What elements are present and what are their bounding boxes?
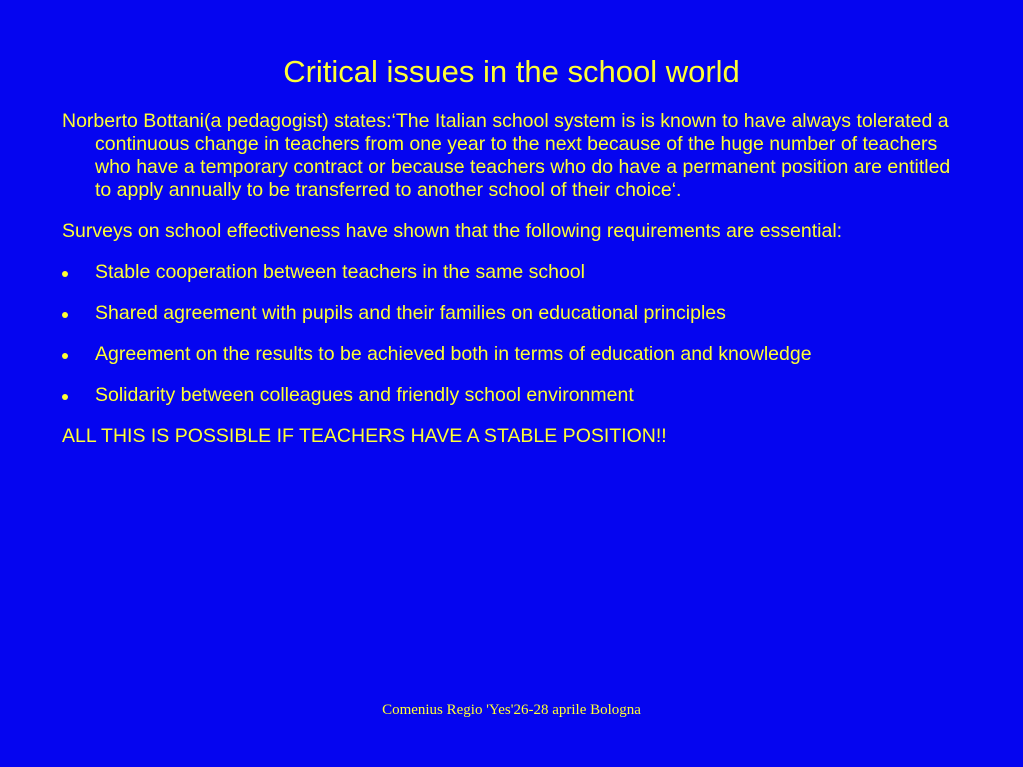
bullet-icon — [62, 394, 68, 400]
bullet-icon — [62, 271, 68, 277]
surveys-paragraph: Surveys on school effectiveness have shown that the following requirements are essential: — [62, 220, 843, 242]
list-item-text: Agreement on the results to be achieved both in terms of education and knowledge — [95, 343, 812, 365]
list-item-text: Stable cooperation between teachers in the same school — [95, 261, 585, 283]
list-item — [62, 343, 967, 366]
list-item — [62, 384, 967, 407]
list-item — [62, 261, 967, 284]
list-item-text: Shared agreement with pupils and their families on educational principles — [95, 302, 726, 324]
slide-body — [62, 110, 967, 448]
slide-footer: Comenius Regio 'Yes'26-28 aprile Bologna — [382, 702, 641, 718]
intro-paragraph: Norberto Bottani(a pedagogist) states:‘The Italian school system is is known to have always tolerated a continuous change in teachers from one year to the next because of the huge number of teachers who have a temporary contract or because teachers who do have a permanent position are entitled to apply annually to be transferred to another school of their choice‘. — [62, 110, 951, 201]
bullet-icon — [62, 353, 68, 359]
slide-title: Critical issues in the school world — [283, 54, 740, 89]
requirements-list — [62, 261, 967, 407]
list-item — [62, 302, 967, 325]
list-item-text: Solidarity between colleagues and friendly school environment — [95, 384, 634, 406]
bullet-icon — [62, 312, 68, 318]
closing-statement: ALL THIS IS POSSIBLE IF TEACHERS HAVE A STABLE POSITION!! — [62, 425, 667, 447]
